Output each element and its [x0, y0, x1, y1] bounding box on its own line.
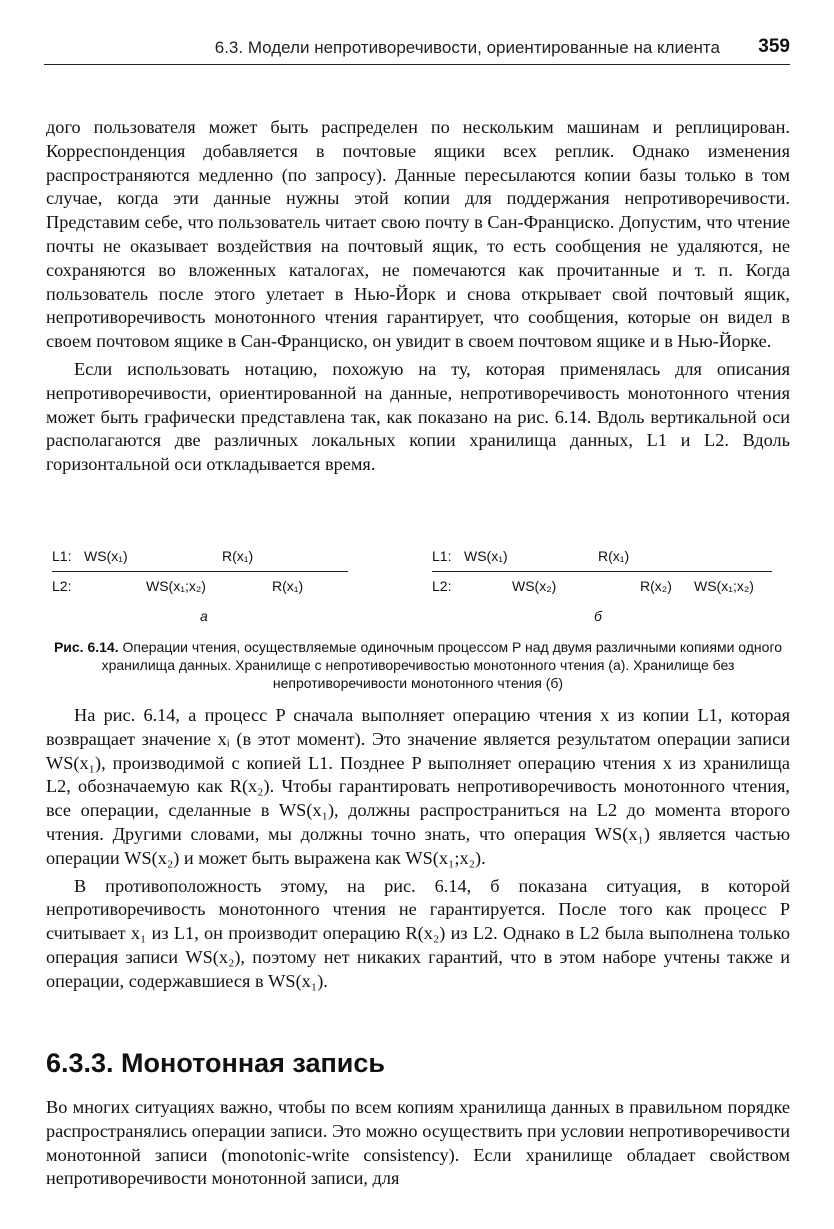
- diagram-a-divider: [52, 571, 348, 572]
- diagram-b-divider: [432, 571, 772, 572]
- diagram-b-l2-label: L2:: [432, 578, 452, 594]
- diagram-a: [52, 542, 348, 602]
- paragraph-1: дого пользователя может быть распределен по нескольким машинам и реплицирован. Корреспонденция добавляется в почтовые ящики всех реплик. Однако изменения распространяются медленно (по запросу). Данные пересылаются копии базы только в том случае, когда эти данные нужны этой копии для поддержания непротиворечивости. Представим себе, что пользователь читает свою почту в Сан-Франциско. Допустим, что чтение почты не оказывает воздействия на почтовый ящик, то есть сообщения не удаляются, не сохраняются во вложенных каталогах, не помечаются как прочитанные и т. п. Когда пользователь после этого улетает в Нью-Йорк и снова открывает свой почтовый ящик, непротиворечивость монотонного чтения гарантирует, что сообщения, которые он видел в своем почтовом ящике в Сан-Франциско, он увидит в своем почтовом ящике и в Нью-Йорке.: [46, 117, 790, 352]
- figure-6-14: [46, 542, 790, 692]
- paragraph-3: На рис. 6.14, а процесс P сначала выполняет операцию чтения x из копии L1, которая возвращает значение xᵢ (в этот момент). Это значение является результатом операции записи WS(x₁), производимой с копией L1. Позднее P выполняет операцию чтения x из хранилища L2, обозначаемую как R(x₂). Чтобы гарантировать непротиворечивость монотонного чтения, все операции, сделанные в WS(x₁), должны распространиться на L2 до момента второго чтения. Другими словами, мы должны точно знать, что операция WS(x₁) является частью операции WS(x₂) и может быть выражена как WS(x₁;x₂).: [46, 705, 790, 868]
- paragraph-2: Если использовать нотацию, похожую на ту, которая применялась для описания непротиворечивости, ориентированной на данные, непротиворечивость монотонного чтения может быть графически представлена так, как показано на рис. 6.14. Вдоль вертикальной оси располагаются две различных локальных копии хранилища данных, L1 и L2. Вдоль горизонтальной оси откладывается время.: [46, 358, 790, 475]
- diagram-b-l1-op2: R(x₁): [598, 548, 630, 564]
- diagram-a-l1-op2: R(x₁): [222, 548, 254, 564]
- caption-label: Рис. 6.14.: [53, 639, 119, 655]
- diagram-b-l1-label: L1:: [432, 548, 452, 564]
- diagram-a-l1-label: L1:: [52, 548, 72, 564]
- text-block-bottom: [46, 1096, 790, 1191]
- page-number: 359: [758, 36, 790, 57]
- diagram-a-l2-op1: WS(x₁;x₂): [146, 578, 206, 594]
- text-block-middle: [46, 704, 790, 994]
- caption-text: Операции чтения, осуществляемые одиночным процессом P над двумя различными копиями одного хранилища данных. Хранилище с непротиворечивостью монотонного чтения (а). Хранилище без непротиворечивости монотонного чтения (б): [101, 639, 783, 691]
- paragraph-4: В противоположность этому, на рис. 6.14, б показана ситуация, в которой непротиворечивость монотонного чтения не гарантируется. После того как процесс P считывает x₁ из L1, он производит операцию R(x₂) из L2. Однако в L2 была выполнена только операция записи WS(x₂), поэтому нет никаких гарантий, что в этом наборе учтены также и операции, содержавшиеся в WS(x₁).: [46, 875, 790, 991]
- diagram-a-l1-op1: WS(x₁): [84, 548, 128, 564]
- diagram-b-l2-op2: R(x₂): [640, 578, 672, 594]
- diagram-a-l2-label: L2:: [52, 578, 72, 594]
- section-heading: 6.3.3. Монотонная запись: [46, 1048, 386, 1078]
- diagram-b-l2-op3: WS(x₁;x₂): [694, 578, 754, 594]
- paragraph-5: Во многих ситуациях важно, чтобы по всем копиям хранилища данных в правильном порядке распространялись операции записи. Это можно осуществить при условии непротиворечивости монотонной записи (monotonic-write consistency). Если хранилище обладает свойством непротиворечивости монотонной записи, для: [46, 1097, 790, 1189]
- header-title: 6.3. Модели непротиворечивости, ориентированные на клиента: [214, 38, 720, 57]
- diagram-b-l2-op1: WS(x₂): [512, 578, 557, 594]
- running-header: [44, 36, 790, 65]
- diagram-b: [432, 542, 772, 602]
- diagram-a-l2-op2: R(x₁): [272, 578, 304, 594]
- text-block-top: [46, 116, 790, 477]
- diagram-a-sublabel: а: [200, 608, 208, 624]
- figure-caption: [46, 638, 790, 692]
- diagram-b-sublabel: б: [594, 608, 602, 624]
- diagram-b-l1-op1: WS(x₁): [464, 548, 508, 564]
